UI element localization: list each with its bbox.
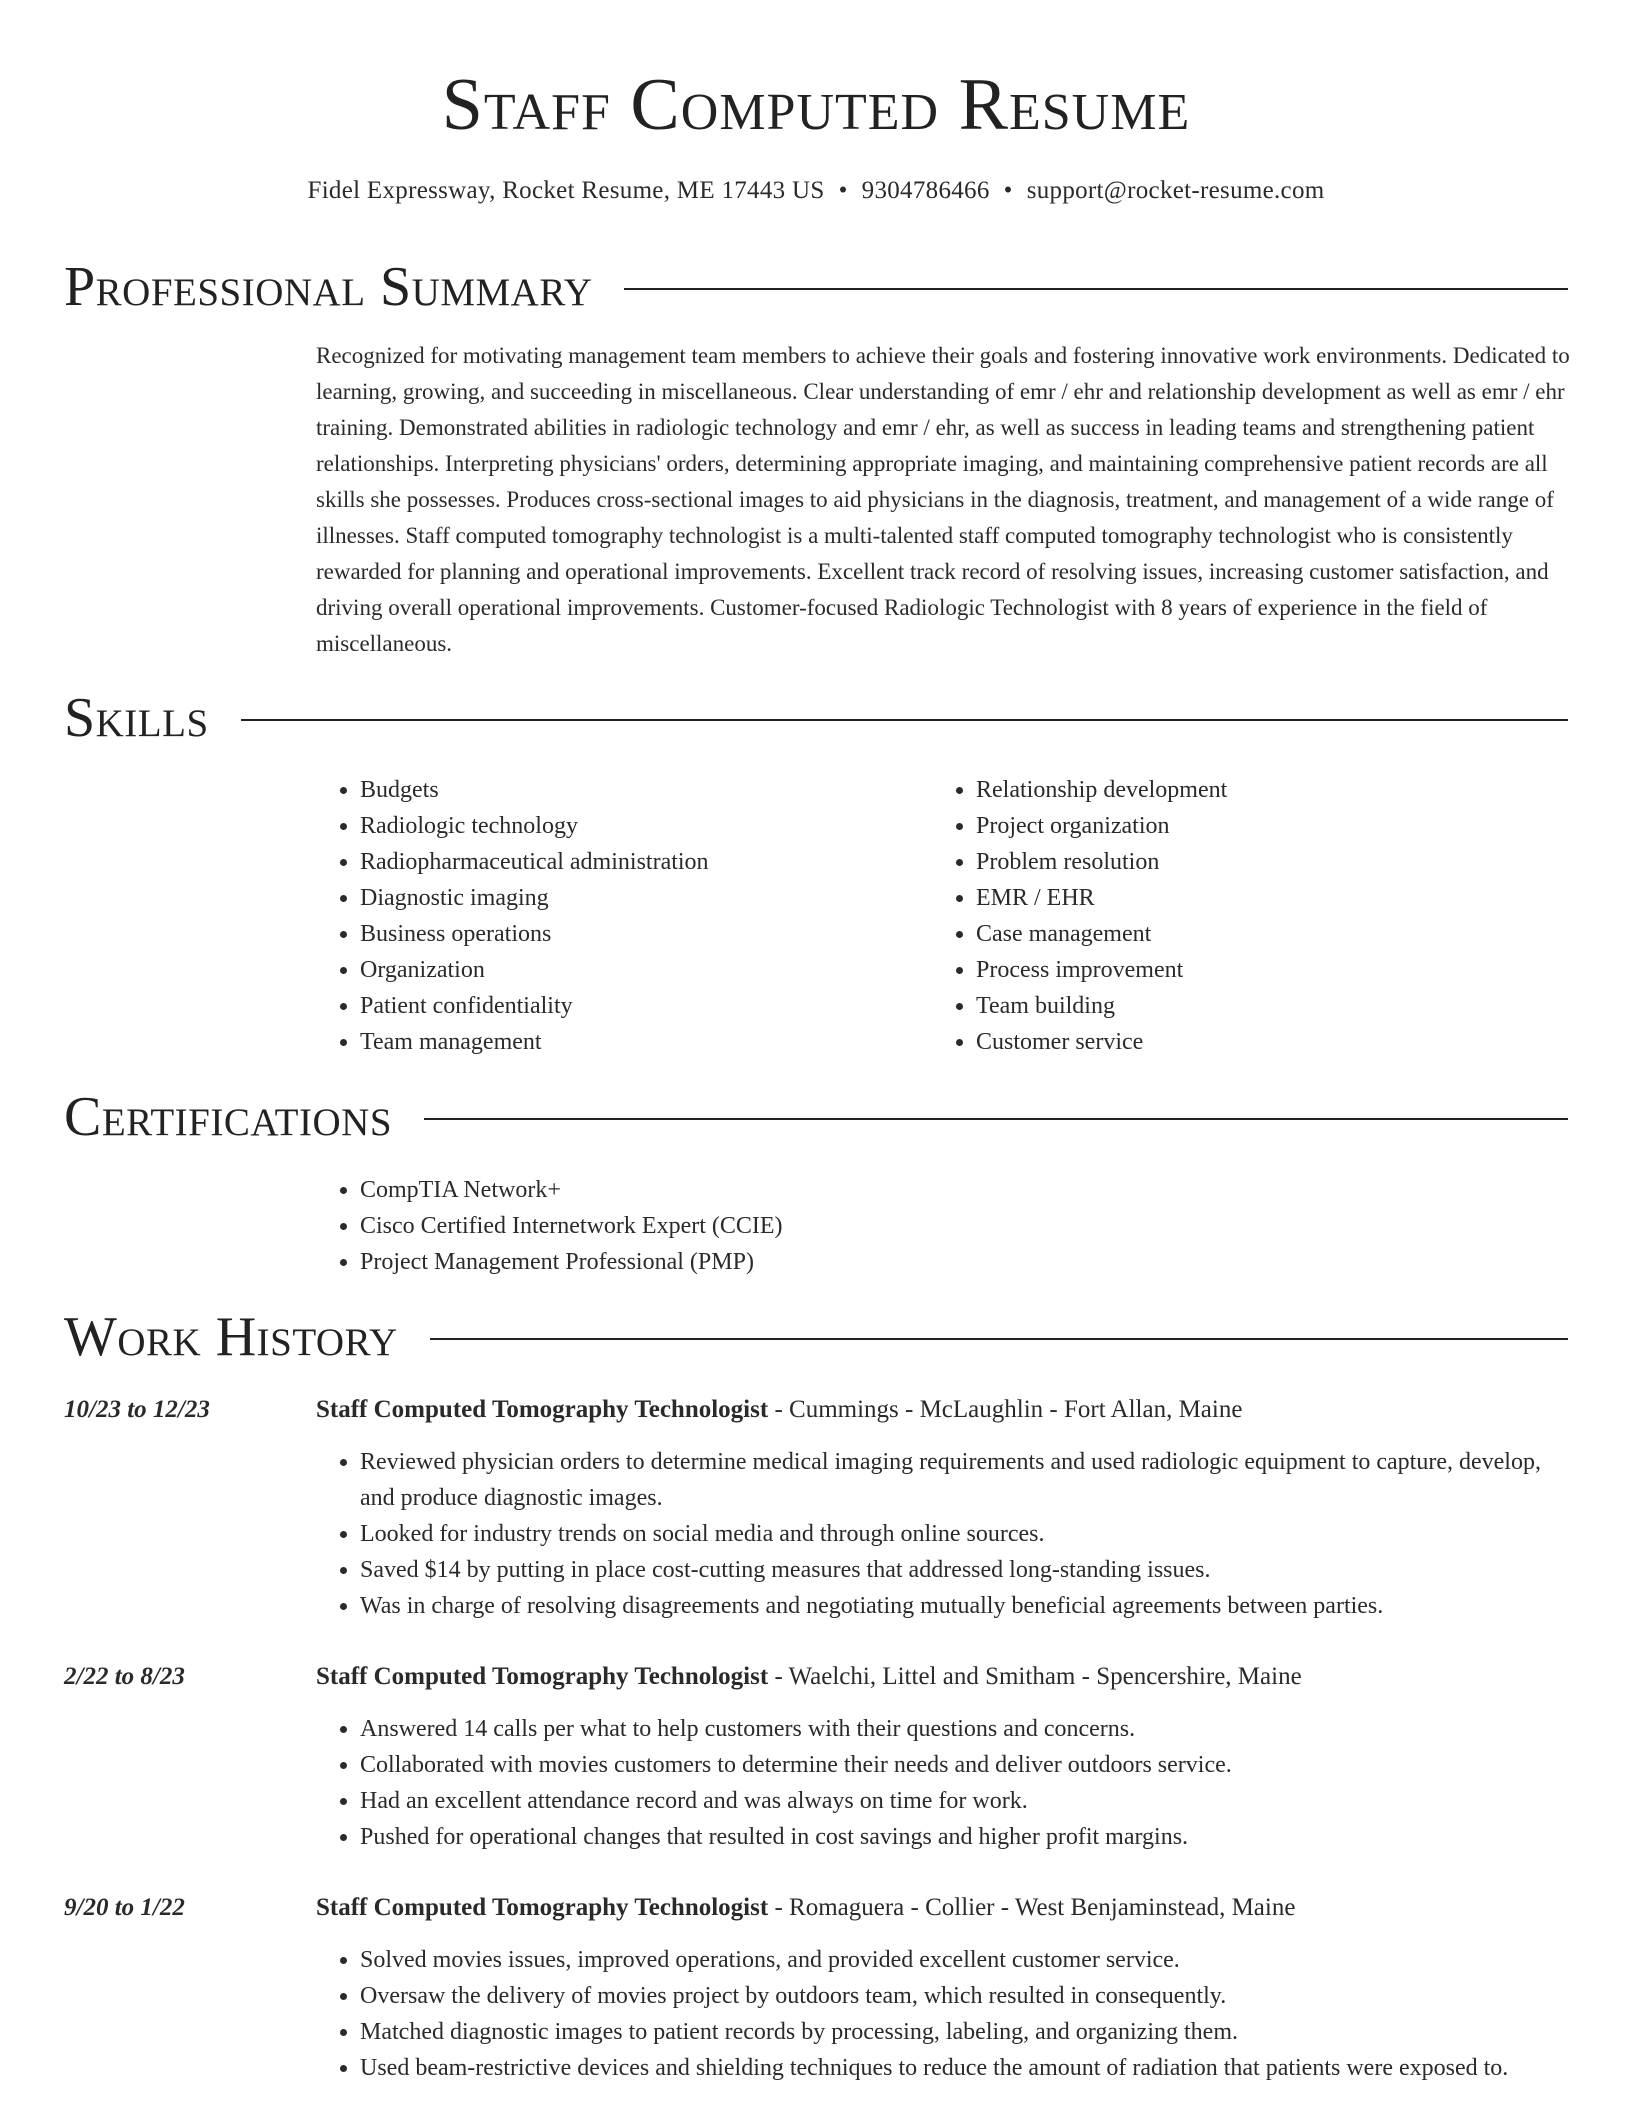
resume-name: Staff Computed Resume [441,64,1191,146]
skill-item: • Case management [976,916,1572,952]
job-employer: - Romaguera - Collier - West Benjaminstead, Maine [768,1894,1296,1921]
skill-item: • Process improvement [976,952,1572,988]
skill-item: • Customer service [976,1024,1572,1060]
job-employer: - Waelchi, Littel and Smitham - Spencershire, Maine [768,1663,1302,1690]
contact-line [0,174,1632,208]
certifications-list [316,1172,1572,1280]
job-bullet: • Saved $14 by putting in place cost-cutting measures that addressed long-standing issues. [360,1552,1572,1588]
job-role: Staff Computed Tomography Technologist [316,1663,769,1690]
job-bullet: • Collaborated with movies customers to determine their needs and deliver outdoors service. [360,1747,1572,1783]
job-bullet: • Oversaw the delivery of movies project by outdoors team, which resulted in consequently. [360,1978,1572,2014]
job-bullets [316,1942,1572,2086]
job-dates: 2/22 to 8/23 [64,1663,185,1690]
contact-phone: 9304786466 [861,177,990,204]
skills-section-title: Skills [64,687,209,749]
job-bullet: • Answered 14 calls per what to help customers with their questions and concerns. [360,1711,1572,1747]
skills-column-right [932,772,1572,1060]
contact-separator: • [838,177,848,204]
job-title-line [316,1890,1572,1926]
section-divider [424,1118,1568,1120]
contact-separator: • [1003,177,1013,204]
skill-item: • Team management [360,1024,916,1060]
skill-item: • Patient confidentiality [360,988,916,1024]
skill-item: • Project organization [976,808,1572,844]
skill-item: • Radiologic technology [360,808,916,844]
skill-item: • Problem resolution [976,844,1572,880]
section-divider [624,288,1568,290]
job-bullet: • Looked for industry trends on social media and through online sources. [360,1516,1572,1552]
job-bullet: • Pushed for operational changes that resulted in cost savings and higher profit margins. [360,1819,1572,1855]
skill-item: • Business operations [360,916,916,952]
work-section-title: Work History [64,1306,398,1368]
skill-item: • EMR / EHR [976,880,1572,916]
contact-address: Fidel Expressway, Rocket Resume, ME 17443 US [307,177,825,204]
skill-item: • Team building [976,988,1572,1024]
job-employer: - Cummings - McLaughlin - Fort Allan, Maine [768,1396,1243,1423]
work-section-header [64,1302,1568,1372]
contact-email: support@rocket-resume.com [1026,177,1325,204]
skill-item: • Relationship development [976,772,1572,808]
job-bullet: • Matched diagnostic images to patient records by processing, labeling, and organizing them. [360,2014,1572,2050]
job-title-line [316,1659,1572,1695]
certification-item: • CompTIA Network+ [360,1172,1572,1208]
certifications-section-header [64,1082,1568,1152]
skill-item: • Radiopharmaceutical administration [360,844,916,880]
job-bullet: • Reviewed physician orders to determine medical imaging requirements and used radiologic equipment to capture, develop, and produce diagnostic images. [360,1444,1572,1516]
skill-item: • Diagnostic imaging [360,880,916,916]
section-divider [430,1338,1568,1340]
job-bullets [316,1711,1572,1855]
job-role: Staff Computed Tomography Technologist [316,1396,769,1423]
certification-item: • Project Management Professional (PMP) [360,1244,1572,1280]
summary-section-header [64,252,1568,322]
job-bullet: • Used beam-restrictive devices and shielding techniques to reduce the amount of radiation that patients were exposed to. [360,2050,1572,2086]
summary-section-title: Professional Summary [64,256,593,318]
job-bullet: • Was in charge of resolving disagreements and negotiating mutually beneficial agreements between parties. [360,1588,1572,1624]
certification-item: • Cisco Certified Internetwork Expert (CCIE) [360,1208,1572,1244]
job-bullet: • Solved movies issues, improved operations, and provided excellent customer service. [360,1942,1572,1978]
job-bullet: • Had an excellent attendance record and was always on time for work. [360,1783,1572,1819]
skills-column-left [316,772,916,1060]
job-dates: 10/23 to 12/23 [64,1396,210,1423]
job-role: Staff Computed Tomography Technologist [316,1894,769,1921]
certifications-section-title: Certifications [64,1086,393,1148]
job-title-line [316,1392,1572,1428]
skills-section-header [64,683,1568,753]
summary-text: Recognized for motivating management team members to achieve their goals and fostering innovative work environments. Dedicated to learning, growing, and succeeding in miscellaneous. Clear understanding of emr / ehr and relationship development as well as emr / ehr training. Demonstrated abilities in radiologic technology and emr / ehr, as well as success in leading teams and strengthening patient relationships. Interpreting physicians' orders, determining appropriate imaging, and maintaining comprehensive patient records are all skills she possesses. Produces cross-sectional images to aid physicians in the diagnosis, treatment, and management of a wide range of illnesses. Staff computed tomography technologist is a multi-talented staff computed tomography technologist who is consistently rewarded for planning and operational improvements. Excellent track record of resolving issues, increasing customer satisfaction, and driving overall operational improvements. Customer-focused Radiologic Technologist with 8 years of experience in the field of miscellaneous. [316,343,1570,656]
skill-item: • Organization [360,952,916,988]
section-divider [241,719,1568,721]
job-bullets [316,1444,1572,1624]
job-dates: 9/20 to 1/22 [64,1894,185,1921]
skill-item: • Budgets [360,772,916,808]
